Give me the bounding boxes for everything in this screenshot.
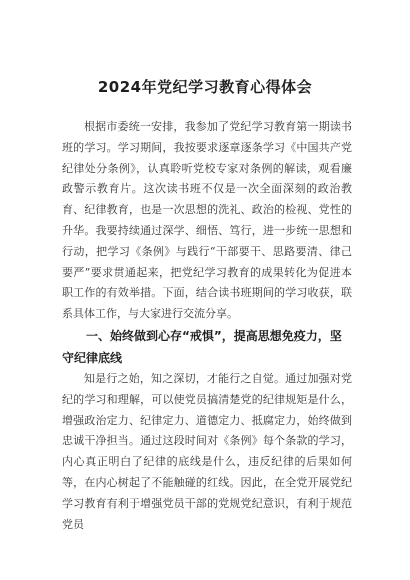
- paragraph-intro: 根据市委统一安排，我参加了党纪学习教育第一期读书班的学习。学习期间，我按要求逐章逐条学习《中国共产党纪律处分条例》，认真聆听党校专家对条例的解读，观看廉政警示教育片。这次读书班不仅是一次全面深刻的政治教育、纪律教育，也是一次思想的洗礼、政治的检视、党性的升华。我要持续通过深学、细悟、笃行，进一步统一思想和行动，把学习《条例》与践行“干部要干、思路要清、律己要严”要求贯通起来，把党纪学习教育的成果转化为促进本职工作的有效举措。下面，结合读书班期间的学习收获，联系具体工作，与大家进行交流分享。: [62, 120, 352, 321]
- document-title: 2024年党纪学习教育心得体会: [97, 78, 313, 96]
- paragraph-section-1: 知是行之始，知之深切，才能行之自觉。通过加强对党纪的学习和理解，可以使党员搞清楚党的纪律规矩是什么，增强政治定力、纪律定力、道德定力、抵腐定力，始终做到忠诚干净担当。通过这段时间对《条例》每个条款的学习，内心真正明白了纪律的底线是什么，违反纪律的后果如何等，在内心树起了不能触碰的红线。因此，在全党开展党纪学习教育有利于增强党员干部的党规党纪意识，有利于规范党员: [62, 371, 352, 531]
- section-heading-1: 一、始终做到心存“戒惧”，提高思想免疫力，坚守纪律底线: [62, 328, 342, 365]
- document-body: [62, 117, 352, 535]
